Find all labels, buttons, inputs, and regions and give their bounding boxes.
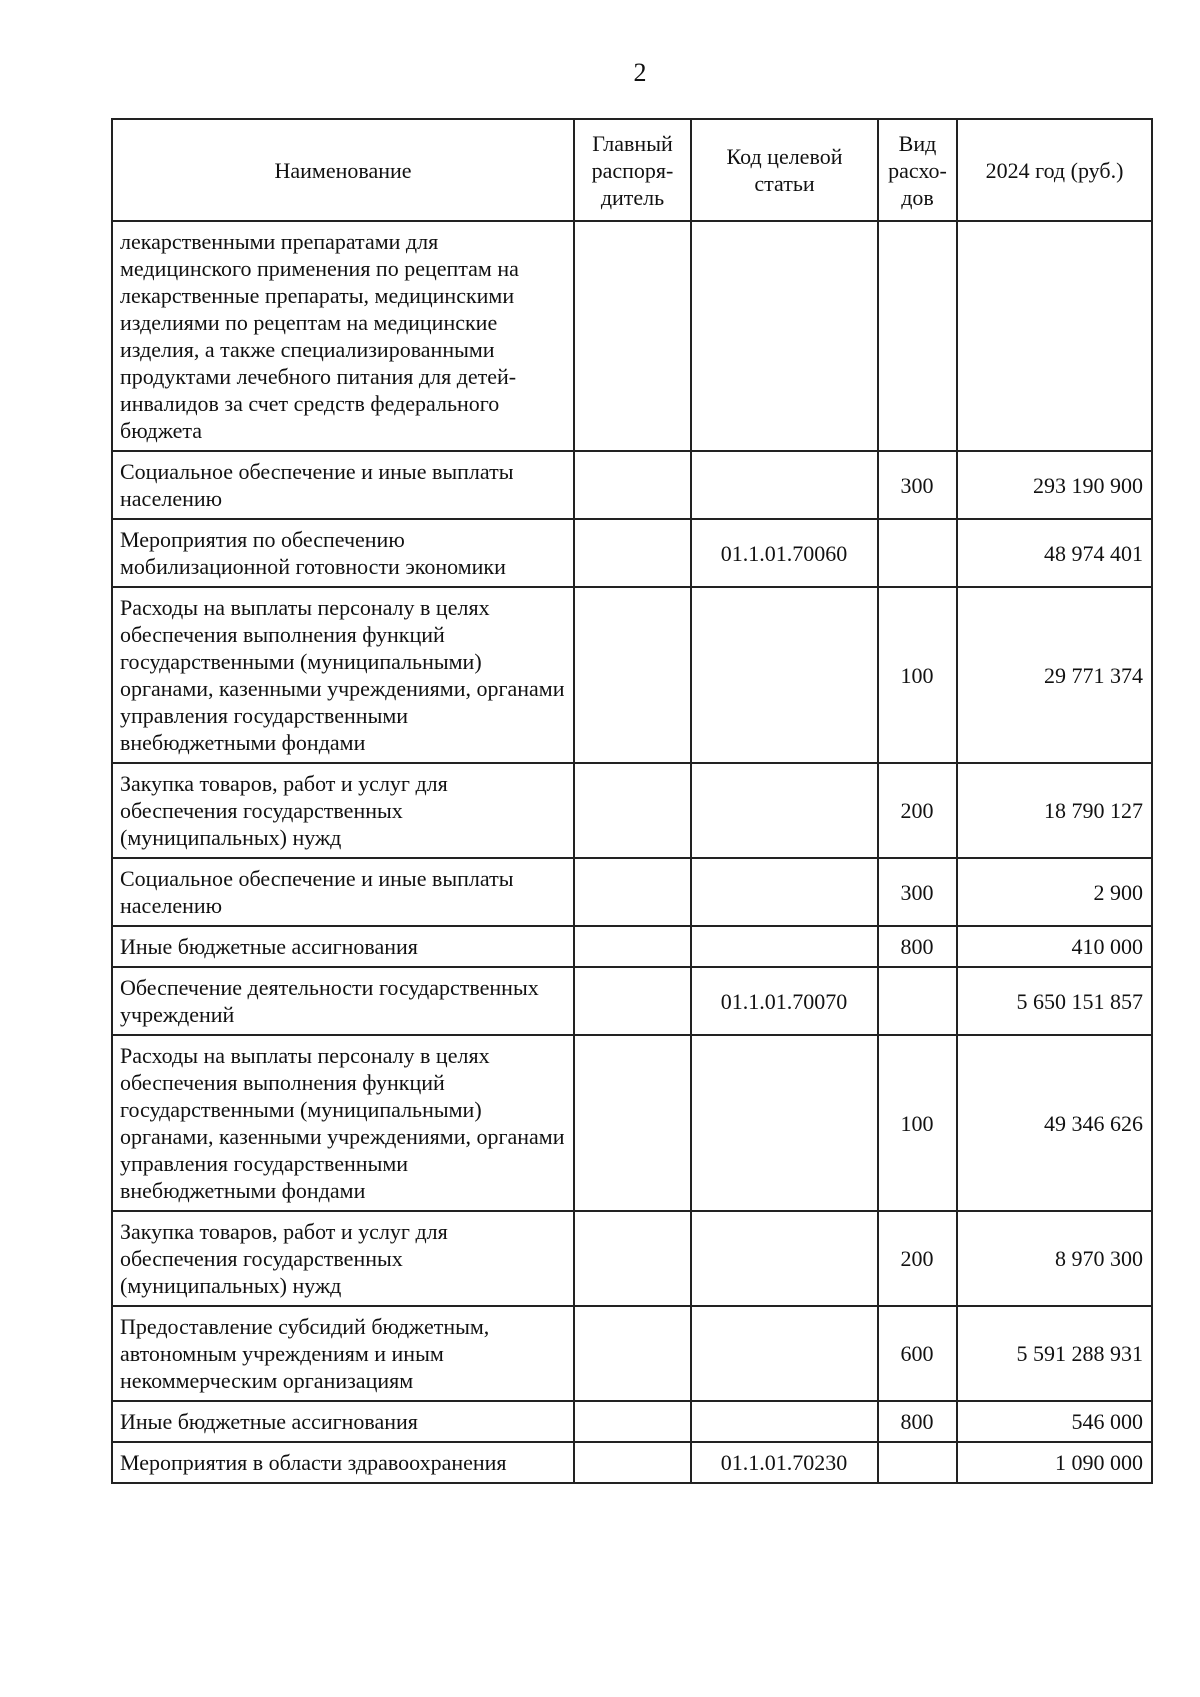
row-code [691, 1306, 878, 1401]
row-amount: 49 346 626 [957, 1035, 1152, 1211]
table-row [112, 221, 1152, 451]
header-admin: Главный распоря-дитель [574, 119, 691, 221]
row-admin [574, 451, 691, 519]
row-name: Социальное обеспечение и иные выплаты населению [112, 451, 574, 519]
table-row [112, 763, 1152, 858]
row-admin [574, 1211, 691, 1306]
table-row [112, 519, 1152, 587]
table-row [112, 1306, 1152, 1401]
page-number: 2 [633, 58, 647, 87]
row-kind [878, 967, 957, 1035]
row-amount: 18 790 127 [957, 763, 1152, 858]
row-name: Иные бюджетные ассигнования [112, 1401, 574, 1442]
row-kind: 800 [878, 926, 957, 967]
row-name: Мероприятия по обеспечению мобилизационной готовности экономики [112, 519, 574, 587]
row-amount: 1 090 000 [957, 1442, 1152, 1483]
row-admin [574, 1306, 691, 1401]
row-admin [574, 926, 691, 967]
row-admin [574, 1035, 691, 1211]
row-kind: 600 [878, 1306, 957, 1401]
row-code [691, 1401, 878, 1442]
row-kind: 100 [878, 587, 957, 763]
row-amount: 2 900 [957, 858, 1152, 926]
row-kind [878, 1442, 957, 1483]
row-name: Закупка товаров, работ и услуг для обеспечения государственных (муниципальных) нужд [112, 763, 574, 858]
header-name: Наименование [112, 119, 574, 221]
table-row [112, 587, 1152, 763]
row-code [691, 1035, 878, 1211]
table-row [112, 1211, 1152, 1306]
row-admin [574, 763, 691, 858]
header-kind: Вид расхо-дов [878, 119, 957, 221]
row-name: Обеспечение деятельности государственных учреждений [112, 967, 574, 1035]
row-code: 01.1.01.70070 [691, 967, 878, 1035]
row-kind: 300 [878, 858, 957, 926]
row-amount: 5 591 288 931 [957, 1306, 1152, 1401]
row-amount: 293 190 900 [957, 451, 1152, 519]
row-admin [574, 221, 691, 451]
table-row [112, 1442, 1152, 1483]
row-amount: 546 000 [957, 1401, 1152, 1442]
row-name: Расходы на выплаты персоналу в целях обеспечения выполнения функций государственными (муниципальными) органами, казенными учреждениями, органами управления государственными внебюджетными фондами [112, 1035, 574, 1211]
table-row [112, 451, 1152, 519]
row-kind [878, 221, 957, 451]
row-name: Расходы на выплаты персоналу в целях обеспечения выполнения функций государственными (муниципальными) органами, казенными учреждениями, органами управления государственными внебюджетными фондами [112, 587, 574, 763]
table-row [112, 858, 1152, 926]
row-name: Иные бюджетные ассигнования [112, 926, 574, 967]
row-code: 01.1.01.70060 [691, 519, 878, 587]
row-name: Закупка товаров, работ и услуг для обеспечения государственных (муниципальных) нужд [112, 1211, 574, 1306]
row-code [691, 926, 878, 967]
row-amount: 5 650 151 857 [957, 967, 1152, 1035]
row-admin [574, 1442, 691, 1483]
table-row [112, 1035, 1152, 1211]
row-code [691, 221, 878, 451]
row-code [691, 858, 878, 926]
row-name: Мероприятия в области здравоохранения [112, 1442, 574, 1483]
header-amount: 2024 год (руб.) [957, 119, 1152, 221]
row-admin [574, 1401, 691, 1442]
row-code [691, 1211, 878, 1306]
table-row [112, 967, 1152, 1035]
row-kind: 100 [878, 1035, 957, 1211]
row-name: Предоставление субсидий бюджетным, автономным учреждениям и иным некоммерческим организациям [112, 1306, 574, 1401]
table-row [112, 926, 1152, 967]
row-name: Социальное обеспечение и иные выплаты населению [112, 858, 574, 926]
row-code [691, 451, 878, 519]
row-admin [574, 858, 691, 926]
row-code: 01.1.01.70230 [691, 1442, 878, 1483]
row-admin [574, 519, 691, 587]
table-header-row [112, 119, 1152, 221]
row-admin [574, 967, 691, 1035]
row-kind: 200 [878, 763, 957, 858]
row-amount: 410 000 [957, 926, 1152, 967]
row-code [691, 763, 878, 858]
row-kind: 800 [878, 1401, 957, 1442]
row-amount [957, 221, 1152, 451]
header-code: Код целевой статьи [691, 119, 878, 221]
row-amount: 8 970 300 [957, 1211, 1152, 1306]
row-kind: 200 [878, 1211, 957, 1306]
row-kind [878, 519, 957, 587]
row-amount: 48 974 401 [957, 519, 1152, 587]
row-kind: 300 [878, 451, 957, 519]
row-code [691, 587, 878, 763]
row-amount: 29 771 374 [957, 587, 1152, 763]
budget-table [111, 118, 1153, 1484]
row-admin [574, 587, 691, 763]
row-name: лекарственными препаратами для медицинского применения по рецептам на лекарственные препараты, медицинскими изделиями по рецептам на медицинские изделия, а также специализированными продуктами лечебного питания для детей-инвалидов за счет средств федерального бюджета [112, 221, 574, 451]
table-row [112, 1401, 1152, 1442]
